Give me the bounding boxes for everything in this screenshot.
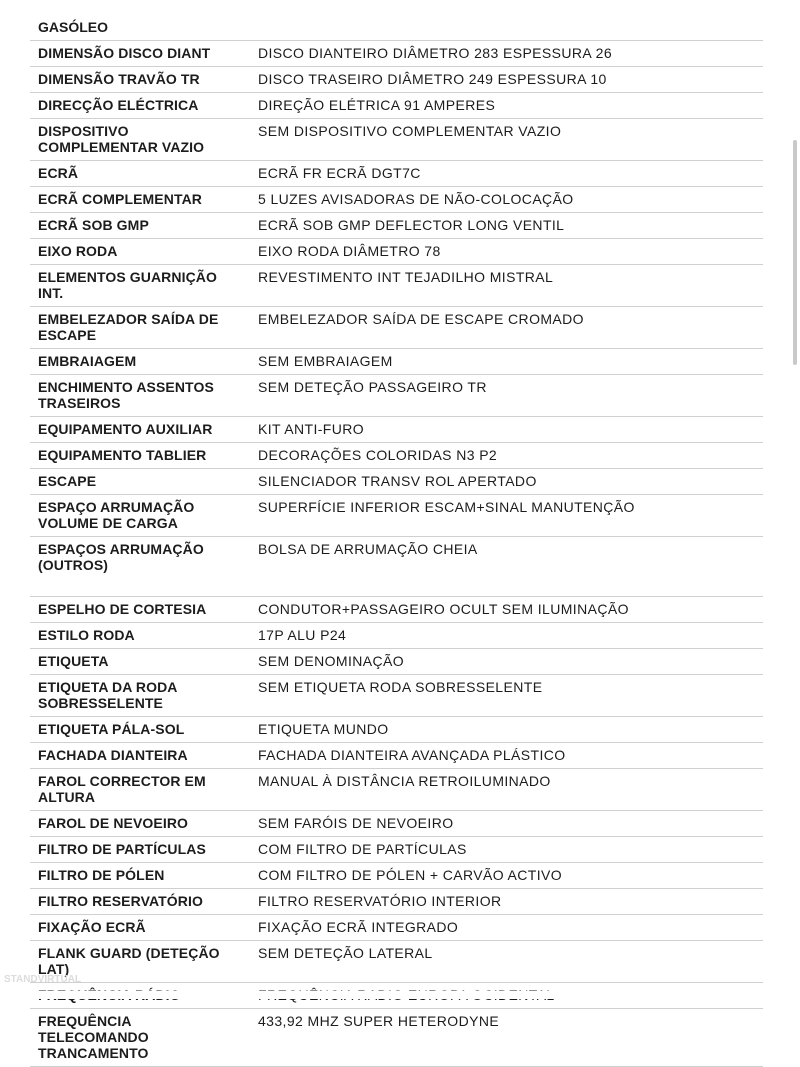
spec-label: FACHADA DIANTEIRA [30,743,250,769]
table-row [30,187,763,213]
spec-label: ESCAPE [30,469,250,495]
spec-value: SEM EMBRAIAGEM [250,349,763,375]
spec-value: BOLSA DE ARRUMAÇÃO CHEIA [250,537,763,597]
spec-value: REVESTIMENTO INT TEJADILHO MISTRAL [250,265,763,307]
spec-value: 17P ALU P24 [250,623,763,649]
table-row [30,265,763,307]
table-row [30,307,763,349]
spec-value: FIXAÇÃO ECRÃ INTEGRADO [250,915,763,941]
spec-label: ESPAÇOS ARRUMAÇÃO (OUTROS) [30,537,250,597]
spec-label: FREQUÊNCIA TELECOMANDO TRANCAMENTO [30,1009,250,1067]
spec-value: EIXO RODA DIÂMETRO 78 [250,239,763,265]
table-row [30,93,763,119]
table-row [30,675,763,717]
spec-label: ESPELHO DE CORTESIA [30,597,250,623]
spec-label: EIXO RODA [30,239,250,265]
spec-value: SEM DETEÇÃO PASSAGEIRO TR [250,375,763,417]
watermark-logo: STANDVIRTUAL [4,974,82,985]
table-row [30,597,763,623]
spec-label: DIMENSÃO DISCO DIANT [30,41,250,67]
spec-value: SILENCIADOR TRANSV ROL APERTADO [250,469,763,495]
spec-label: FAROL DE NEVOEIRO [30,811,250,837]
table-row [30,915,763,941]
table-row [30,239,763,265]
spec-table [30,41,763,1067]
spec-value: KIT ANTI-FURO [250,417,763,443]
table-row [30,537,763,597]
table-row [30,811,763,837]
table-row [30,863,763,889]
spec-label: ENCHIMENTO ASSENTOS TRASEIROS [30,375,250,417]
spec-sheet [30,0,763,1067]
spec-value: SUPERFÍCIE INFERIOR ESCAM+SINAL MANUTENÇÃO [250,495,763,537]
spec-value: 5 LUZES AVISADORAS DE NÃO-COLOCAÇÃO [250,187,763,213]
spec-value: SEM FARÓIS DE NEVOEIRO [250,811,763,837]
spec-value: COM FILTRO DE PÓLEN + CARVÃO ACTIVO [250,863,763,889]
table-row [30,443,763,469]
spec-value: DISCO DIANTEIRO DIÂMETRO 283 ESPESSURA 26 [250,41,763,67]
spec-label: ECRÃ COMPLEMENTAR [30,187,250,213]
table-row [30,837,763,863]
spec-value: CONDUTOR+PASSAGEIRO OCULT SEM ILUMINAÇÃO [250,597,763,623]
spec-label: FAROL CORRECTOR EM ALTURA [30,769,250,811]
spec-value: MANUAL À DISTÂNCIA RETROILUMINADO [250,769,763,811]
table-row [30,1009,763,1067]
table-row [30,889,763,915]
spec-label: ESPAÇO ARRUMAÇÃO VOLUME DE CARGA [30,495,250,537]
spec-label: ETIQUETA DA RODA SOBRESSELENTE [30,675,250,717]
table-row [30,649,763,675]
table-row [30,743,763,769]
spec-table-body [30,41,763,1067]
spec-label: EQUIPAMENTO TABLIER [30,443,250,469]
table-row [30,67,763,93]
spec-value: ECRÃ SOB GMP DEFLECTOR LONG VENTIL [250,213,763,239]
table-row [30,213,763,239]
spec-label: DIMENSÃO TRAVÃO TR [30,67,250,93]
spec-value: EMBELEZADOR SAÍDA DE ESCAPE CROMADO [250,307,763,349]
table-row [30,349,763,375]
spec-value: SEM DETEÇÃO LATERAL [250,941,763,983]
spec-label: EMBRAIAGEM [30,349,250,375]
spec-label: FIXAÇÃO ECRÃ [30,915,250,941]
spec-value: FILTRO RESERVATÓRIO INTERIOR [250,889,763,915]
spec-value: SEM DENOMINAÇÃO [250,649,763,675]
spec-label: ESTILO RODA [30,623,250,649]
spec-value: ECRÃ FR ECRÃ DGT7C [250,161,763,187]
spec-label: DIRECÇÃO ELÉCTRICA [30,93,250,119]
table-row [30,417,763,443]
spec-value: SEM ETIQUETA RODA SOBRESSELENTE [250,675,763,717]
spec-label: ETIQUETA PÁLA-SOL [30,717,250,743]
spec-value: DISCO TRASEIRO DIÂMETRO 249 ESPESSURA 10 [250,67,763,93]
scrollbar-thumb[interactable] [793,140,797,365]
spec-value: SEM DISPOSITIVO COMPLEMENTAR VAZIO [250,119,763,161]
spec-label: EMBELEZADOR SAÍDA DE ESCAPE [30,307,250,349]
table-row [30,161,763,187]
table-row [30,769,763,811]
spec-value: DIREÇÃO ELÉTRICA 91 AMPERES [250,93,763,119]
spec-label: DISPOSITIVO COMPLEMENTAR VAZIO [30,119,250,161]
spec-value: DECORAÇÕES COLORIDAS N3 P2 [250,443,763,469]
spec-label: ELEMENTOS GUARNIÇÃO INT. [30,265,250,307]
spec-label: FLANK GUARD (DETEÇÃO LAT) [30,941,250,983]
viewport-edge [0,991,800,999]
table-row [30,469,763,495]
spec-label: FILTRO RESERVATÓRIO [30,889,250,915]
table-row [30,623,763,649]
spec-value: FACHADA DIANTEIRA AVANÇADA PLÁSTICO [250,743,763,769]
table-row [30,41,763,67]
spec-value: COM FILTRO DE PARTÍCULAS [250,837,763,863]
spec-label: EQUIPAMENTO AUXILIAR [30,417,250,443]
spec-label: ECRÃ [30,161,250,187]
partial-header: GASÓLEO [30,0,763,41]
spec-label: FILTRO DE PÓLEN [30,863,250,889]
table-row [30,717,763,743]
table-row [30,119,763,161]
spec-label: ETIQUETA [30,649,250,675]
spec-label: FILTRO DE PARTÍCULAS [30,837,250,863]
table-row [30,375,763,417]
spec-label: ECRÃ SOB GMP [30,213,250,239]
spec-value: 433,92 MHZ SUPER HETERODYNE [250,1009,763,1067]
table-row [30,495,763,537]
spec-value: ETIQUETA MUNDO [250,717,763,743]
table-row [30,941,763,983]
